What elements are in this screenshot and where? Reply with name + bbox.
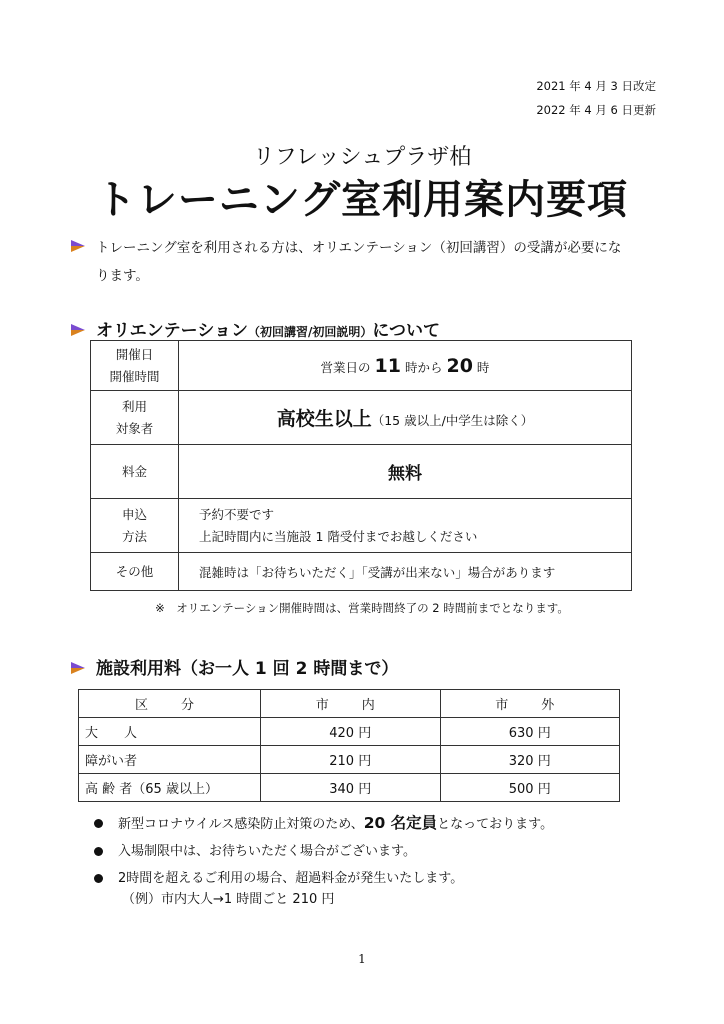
column-header: 市 外 xyxy=(440,690,620,718)
page-number: 1 xyxy=(358,952,366,966)
fee-value: 無料 xyxy=(179,445,632,499)
arrow-bullet-icon xyxy=(70,323,86,337)
fee-label: 料金 xyxy=(91,445,179,499)
table-row xyxy=(91,553,632,591)
schedule-label xyxy=(91,341,179,391)
schedule-end: 20 xyxy=(446,354,473,377)
fee-in-city: 210 円 xyxy=(261,746,441,774)
fee-table xyxy=(78,689,620,802)
orientation-heading-sub: （初回講習/初回説明） xyxy=(247,325,373,339)
target-main: 高校生以上 xyxy=(276,408,372,430)
row-label: 障がい者 xyxy=(79,746,261,774)
list-item xyxy=(94,810,553,838)
row-label: 大 人 xyxy=(79,718,261,746)
label-line: 開催時間 xyxy=(109,368,160,384)
target-label xyxy=(91,391,179,445)
label-line: 申込 xyxy=(121,506,147,522)
bullet-dot-icon xyxy=(94,847,103,856)
page-title: トレーニング室利用案内要項 xyxy=(95,177,629,223)
table-row xyxy=(79,774,620,802)
table-header-row xyxy=(79,690,620,718)
schedule-pre: 営業日の xyxy=(320,359,371,375)
fee-out-city: 500 円 xyxy=(440,774,620,802)
table-row xyxy=(79,718,620,746)
notice-1-bold: 20 名定員 xyxy=(363,814,438,832)
column-header: 市 内 xyxy=(261,690,441,718)
fee-example: （例）市内大人→1 時間ごと 210 円 xyxy=(122,892,335,907)
orientation-heading xyxy=(70,316,440,341)
table-row xyxy=(91,445,632,499)
fees-heading-text: 施設利用料（お一人 1 回 2 時間まで） xyxy=(96,659,399,679)
other-label: その他 xyxy=(91,553,179,591)
table-row xyxy=(91,391,632,445)
target-value xyxy=(179,391,632,445)
apply-value xyxy=(179,499,632,553)
orientation-heading-text: オリエンテーション xyxy=(96,321,248,341)
notice-1-post: となっております。 xyxy=(437,817,554,832)
apply-line-1: 予約不要です xyxy=(199,506,275,522)
fee-in-city: 340 円 xyxy=(261,774,441,802)
updated-date: 2022 年 4 月 6 日更新 xyxy=(536,103,656,117)
orientation-heading-suffix: について xyxy=(372,321,441,341)
fee-out-city: 630 円 xyxy=(440,718,620,746)
fee-in-city: 420 円 xyxy=(261,718,441,746)
schedule-start: 11 xyxy=(374,354,401,377)
intro-line-2: ります。 xyxy=(96,268,149,284)
label-line: 利用 xyxy=(121,398,147,414)
column-header: 区 分 xyxy=(79,690,261,718)
list-item xyxy=(94,838,553,865)
row-label: 高 齢 者（65 歳以上） xyxy=(79,774,261,802)
target-sub: （15 歳以上/中学生は除く） xyxy=(371,413,534,428)
intro-paragraph xyxy=(70,234,670,290)
schedule-value xyxy=(179,341,632,391)
revision-dates xyxy=(536,74,656,122)
label-line: 方法 xyxy=(121,528,147,544)
bullet-dot-icon xyxy=(94,819,103,828)
bullet-dot-icon xyxy=(94,874,103,883)
fees-heading xyxy=(70,654,398,679)
orientation-note: ※ オリエンテーション開催時間は、営業時間終了の 2 時間前までとなります。 xyxy=(155,601,569,615)
notice-2: 入場制限中は、お待ちいただく場合がございます。 xyxy=(118,844,416,859)
arrow-bullet-icon xyxy=(70,239,86,253)
label-line: 開催日 xyxy=(115,346,154,362)
facility-name: リフレッシュプラザ柏 xyxy=(252,145,472,170)
label-line: 対象者 xyxy=(115,420,154,436)
notice-3: 2時間を超えるご利用の場合、超過料金が発生いたします。 xyxy=(118,871,464,886)
arrow-bullet-icon xyxy=(70,661,86,675)
intro-line-1: トレーニング室を利用される方は、オリエンテーション（初回講習）の受講が必要にな xyxy=(96,240,622,256)
apply-label xyxy=(91,499,179,553)
table-row xyxy=(79,746,620,774)
revised-date: 2021 年 4 月 3 日改定 xyxy=(536,79,656,93)
orientation-table xyxy=(90,340,632,591)
notice-1-pre: 新型コロナウイルス感染防止対策のため、 xyxy=(118,817,364,832)
schedule-mid: 時から xyxy=(404,359,443,375)
other-value: 混雑時は「お待ちいただく」「受講が出来ない」場合があります xyxy=(179,553,632,591)
schedule-post: 時 xyxy=(476,359,490,375)
notice-list xyxy=(94,810,553,892)
fee-out-city: 320 円 xyxy=(440,746,620,774)
apply-line-2: 上記時間内に当施設 1 階受付までお越しください xyxy=(199,528,478,544)
table-row xyxy=(91,341,632,391)
table-row xyxy=(91,499,632,553)
